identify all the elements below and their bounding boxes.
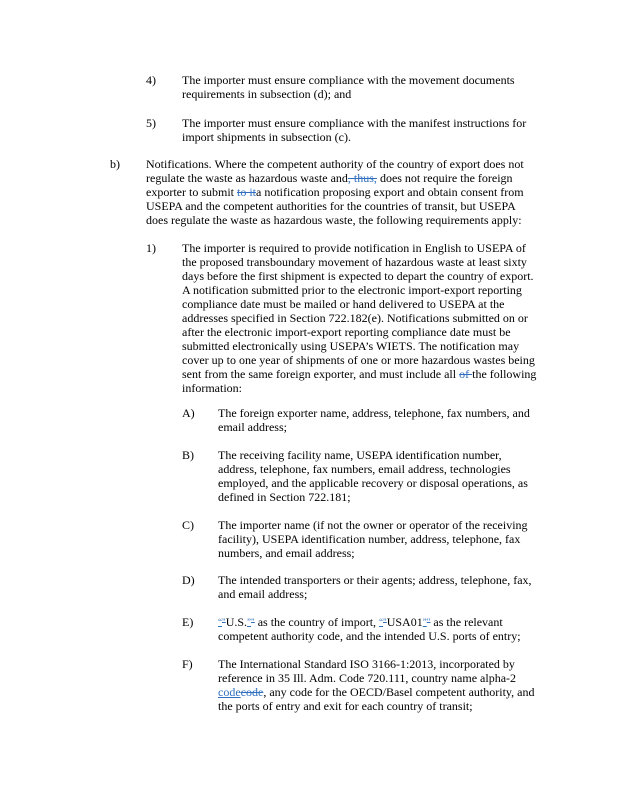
item-text: The importer must ensure compliance with the manifest instructions for import shipments in subsection (c). [182,116,527,144]
deleted-quote: " [251,617,255,627]
section-label: b) [110,157,120,171]
deleted-text: , thus, [347,171,377,185]
deleted-text: of [459,367,473,381]
item-label: 1) [146,241,156,255]
item-label: 5) [146,116,156,130]
item-text: The importer name (if not the owner or operator of the receiving facility), USEPA identification number, address, telephone, fax numbers, and email address; [218,518,528,560]
inserted-quote: ” [247,617,252,627]
item-label: D) [182,573,195,587]
item-text: The foreign exporter name, address, telephone, fax numbers, and email address; [218,406,530,434]
item-label: B) [182,448,194,462]
section-text: Notifications. Where the competent authority of the country of export does not regulate the waste as hazardous waste and, thus, does not require the foreign exporter to submit to ita notification proposing export and obtain consent from USEPA and the competent authorities for the countries of transit, but USEPA does regulate the waste as hazardous waste, the following requirements apply: [146,157,524,227]
item-label: C) [182,518,194,532]
deleted-quote: " [426,617,431,627]
deleted-quote: " [222,617,226,627]
inserted-text: code [218,685,241,699]
inserted-quote: “ [379,617,384,627]
inserted-quote: ” [422,617,427,627]
item-text: “"U.S.”" as the country of import, “"USA01”" as the relevant competent authority code, and the intended U.S. ports of entry; [218,615,521,643]
item-text: The importer is required to provide notification in English to USEPA of the proposed transboundary movement of hazardous waste at least sixty days before the first shipment is expected to depart the country of export. A notification submitted prior to the electronic import-export reporting compliance date must be mailed or hand delivered to USEPA at the addresses specified in Section 722.182(e). Notifications submitted on or after the electronic import-export reporting compliance date must be submitted electronically using USEPA’s WIETS. The notification may cover up to one year of shipments of one or more hazardous wastes being sent from the same foreign exporter, and must include all of the following information: [182,241,537,395]
deleted-text: to it [236,185,256,199]
item-text: The importer must ensure compliance with the movement documents requirements in subsection (d); and [182,73,515,101]
item-text: The intended transporters or their agents; address, telephone, fax, and email address; [218,573,532,601]
deleted-text: code [240,685,264,699]
item-label: 4) [146,73,156,87]
item-label: E) [182,615,194,629]
item-label: F) [182,657,193,671]
item-text: The International Standard ISO 3166-1:2013, incorporated by reference in 35 Ill. Adm. Code 720.111, country name alpha-2 codecode, any code for the OECD/Basel competent authority, and the ports of entry and exit for each country of transit; [218,657,535,713]
deleted-quote: " [383,617,387,627]
inserted-quote: “ [218,617,222,627]
item-text: The receiving facility name, USEPA identification number, address, telephone, fax numbers, email address, technologies employed, and the applicable recovery or disposal operations, as defined in Section 722.181; [218,448,528,504]
item-label: A) [182,406,195,420]
